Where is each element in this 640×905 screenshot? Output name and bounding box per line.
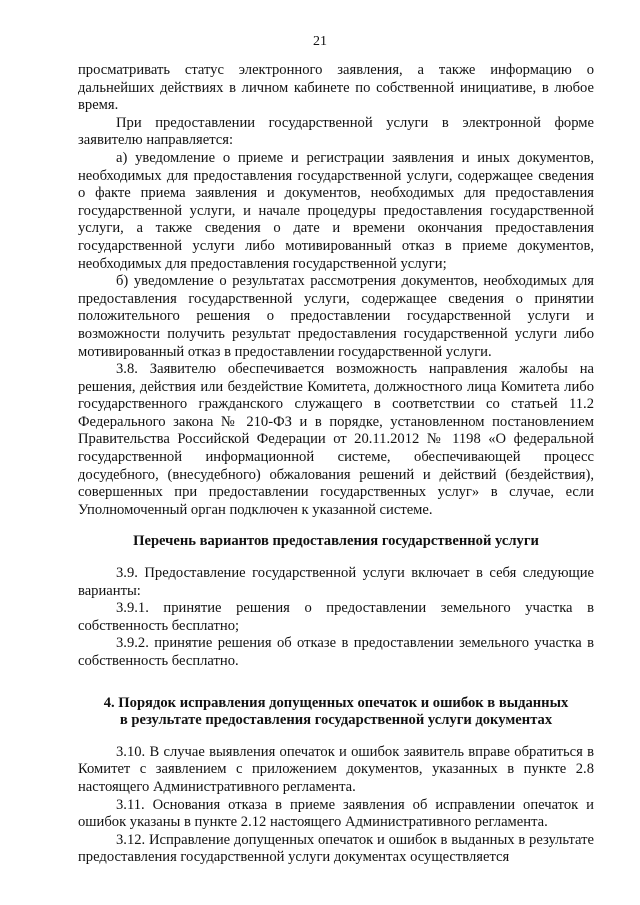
paragraph-3-11: 3.11. Основания отказа в приеме заявления об исправлении опечаток и ошибок указаны в пункте 2.12 настоящего Административного регламента. <box>78 796 594 831</box>
document-body <box>78 62 594 867</box>
heading-section-4-line-1: 4. Порядок исправления допущенных опечаток и ошибок в выданных <box>103 694 569 711</box>
paragraph-status-info: просматривать статус электронного заявления, а также информацию о дальнейших действиях в личном кабинете по собственной инициативе, в любое время. <box>78 62 594 114</box>
heading-section-4-line-2: в результате предоставления государственной услуги документах <box>119 712 553 729</box>
paragraph-3-9-2: 3.9.2. принятие решения об отказе в предоставлении земельного участка в собственность бесплатно. <box>78 635 594 669</box>
page-number: 21 <box>313 34 327 49</box>
heading-variants: Перечень вариантов предоставления государственной услуги <box>133 533 539 550</box>
paragraph-notification-a: а) уведомление о приеме и регистрации заявления и иных документов, необходимых для предоставления государственной услуги, содержащее сведения о факте приема заявления и документов, необходимых для предоставления государственной услуги, и начале процедуры предоставления государственной услуги, а также сведения о дате и времени окончания предоставления государственной услуги либо мотивированный отказ в приеме документов, необходимых для предоставления государственной услуги; <box>78 149 594 272</box>
paragraph-electronic-form: При предоставлении государственной услуги в электронной форме заявителю направляется: <box>78 114 594 149</box>
paragraph-3-9: 3.9. Предоставление государственной услуги включает в себя следующие варианты: <box>78 565 594 599</box>
paragraph-3-9-1: 3.9.1. принятие решения о предоставлении земельного участка в собственность бесплатно; <box>78 600 594 634</box>
paragraph-notification-b: б) уведомление о результатах рассмотрения документов, необходимых для предоставления государственной услуги, содержащее сведения о принятии положительного решения о предоставлении государственной услуги и возможности получить результат предоставления государственной услуги либо мотивированный отказ в предоставлении государственной услуги. <box>78 273 594 360</box>
spacer <box>78 519 594 533</box>
spacer <box>78 671 594 695</box>
spacer <box>78 551 594 565</box>
spacer <box>78 730 594 744</box>
paragraph-3-10: 3.10. В случае выявления опечаток и ошибок заявитель вправе обратиться в Комитет с заявлением с приложением документов, указанных в пункте 2.8 настоящего Административного регламента. <box>78 743 594 795</box>
paragraph-3-12: 3.12. Исправление допущенных опечаток и ошибок в выданных в результате предоставления государственной услуги документах осуществляется <box>78 831 594 866</box>
paragraph-3-8: 3.8. Заявителю обеспечивается возможность направления жалобы на решения, действия или бездействие Комитета, должностного лица Комитета либо государственного гражданского служащего в соответствии со статьей 11.2 Федерального закона № 210-ФЗ и в порядке, установленном постановлением Правительства Российской Федерации от 20.11.2012 № 1198 «О федеральной государственной информационной системе, обеспечивающей процесс досудебного, (внесудебного) обжалования решений и действий (бездействия), совершенных при предоставлении государственных услуг» в случае, если Уполномоченный орган подключен к указанной системе. <box>78 361 594 518</box>
